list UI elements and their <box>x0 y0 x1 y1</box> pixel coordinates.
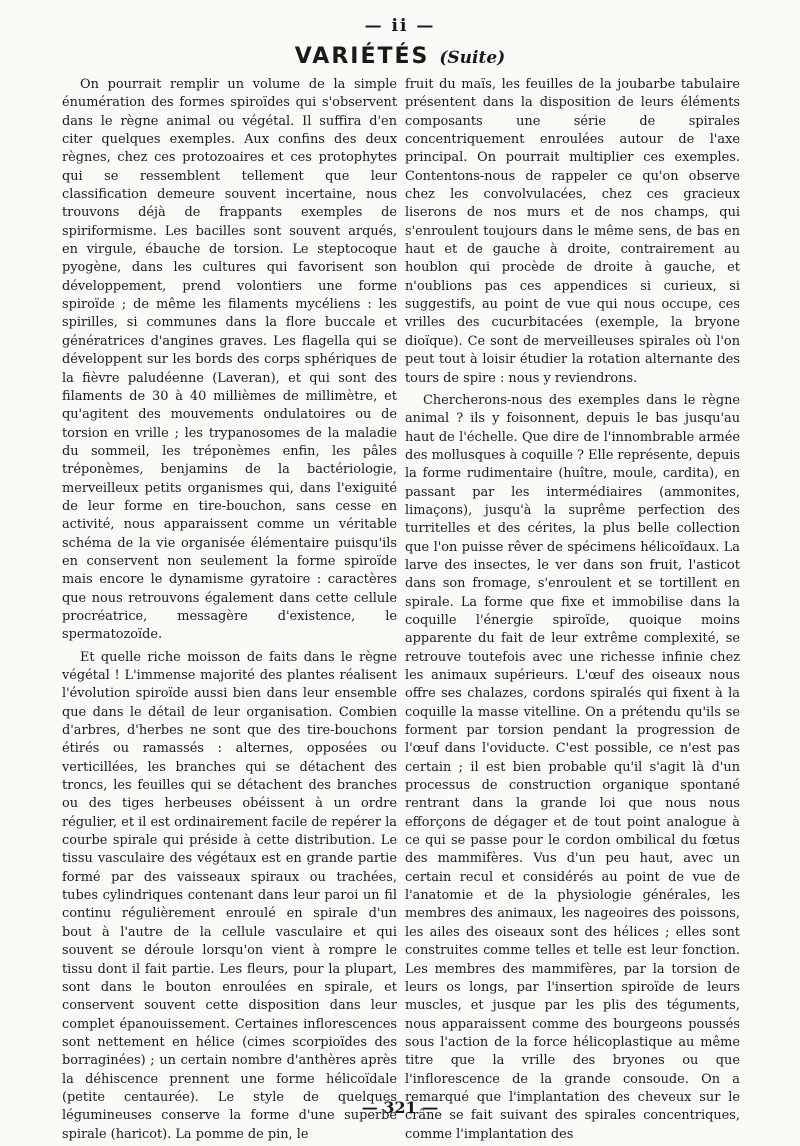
paragraph-right-2: Chercherons-nous des exemples dans le règne animal ? ils y foisonnent, depuis le bas jusqu'au haut de l'échelle. Que dire de l'innombrable armée des mollusques à coquille ? Elle représente, depuis la forme rudimentaire (huître, moule, cardita), en passant par les intermédiaires (ammonites, limaçons), jusqu'à la suprême perfection des turritelles et des cérites, la plus belle collection que l'on puisse rêver de spécimens hélicoïdaux. La larve des insectes, le ver dans son fruit, l'asticot dans son fromage, s'enroulent et se tortillent en spirale. La forme que fixe et immobilise dans la coquille l'énergie spiroïde, quoique moins apparente du fait de leur extrême complexité, se retrouve toutefois avec une richesse infinie chez les animaux supérieurs. L'œuf des oiseaux nous offre ses chalazes, cordons spiralés qui fixent à la coquille la masse vitelline. On a prétendu qu'ils se forment par torsion pendant la progression de l'œuf dans l'oviducte. C'est possible, ce n'est pas certain ; il est bien probable qu'il s'agit là d'un processus de construction organique spontané rentrant dans la grande loi que nous nous efforçons de dégager et de tout point analogue à ce qui se passe pour le cordon ombilical du fœtus des mammifères. Vus d'un peu haut, avec un certain recul et considérés au point de vue de l'anatomie et de la physiologie générales, les membres des animaux, les nageoires des poissons, les ailes des oiseaux sont des hélices ; elles sont construites comme telles et telle est leur fonction. Les membres des mammifères, par la torsion de leurs os longs, par l'insertion spiroïde de leurs muscles, et jusque par les plis des téguments, nous apparaissent comme des bourgeons poussés sous l'action de la force hélicoplastique au même titre que la vrille des bryones ou que l'inflorescence de la grande consoude. On a remarqué que l'implantation des cheveux sur le crâne se fait suivant des spirales concentriques, comme l'implantation des <box>405 392 740 1142</box>
running-head: — ii — <box>364 16 436 36</box>
section-title <box>0 44 800 69</box>
paragraph-left-1: On pourrait remplir un volume de la simple énumération des formes spiroïdes qui s'observent dans le règne animal ou végétal. Il suffira d'en citer quelques exemples. Aux confins des deux règnes, chez ces protozoaires et ces protophytes qui se ressemblent tellement que leur classification demeure souvent incertaine, nous trouvons déjà de frappants exemples de spiriformisme. Les bacilles sont souvent arqués, en virgule, ébauche de torsion. Le steptocoque pyogène, dans les cultures qui favorisent son développement, prend volontiers une forme spiroïde ; de même les filaments mycéliens : les spirilles, si communes dans la flore buccale et génératrices d'angines graves. Les flagella qui se développent sur les bords des corps sphériques de la fièvre paludéenne (Laveran), et qui sont des filaments de 30 à 40 millièmes de millimètre, et qu'agitent des mouvements ondulatoires ou de torsion en vrille ; les trypanosomes de la maladie du sommeil, les tréponèmes enfin, les pâles tréponèmes, benjamins de la bactériologie, merveilleux petits organismes qui, dans l'exiguité de leur forme en tire-bouchon, sans cesse en activité, nous apparaissent comme un véritable schéma de la vie organisée élémentaire puisqu'ils en conservent non seulement la forme spiroïde mais encore le dynamisme gyratoire : caractères que nous retrouvons également dans cette cellule procréatrice, messagère d'existence, le spermatozoïde. <box>62 77 397 643</box>
paragraph-right-1: fruit du maïs, les feuilles de la joubarbe tabulaire présentent dans la disposition de leurs éléments composants une série de spirales concentriquement enroulées autour de l'axe principal. On pourrait multiplier ces exemples. Contentons-nous de rappeler ce qu'on observe chez les convolvulacées, chez ces gracieux liserons de nos murs et de nos champs, qui s'enroulent toujours dans le même sens, de bas en haut et de gauche à droite, contrairement au houblon qui procède de droite à gauche, et n'oublions pas ces appendices si curieux, si suggestifs, au point de vue qui nous occupe, ces vrilles des cucurbitacées (exemple, la bryone dioïque). Ce sont de merveilleuses spirales où l'on peut tout à loisir étudier la rotation alternante des tours de spire : nous y reviendrons. <box>405 77 740 386</box>
paragraph-left-2: Et quelle riche moisson de faits dans le règne végétal ! L'immense majorité des plantes réalisent l'évolution spiroïde aussi bien dans leur ensemble que dans le détail de leur organisation. Combien d'arbres, d'herbes ne sont que des tire-bouchons étirés ou ramassés : alternes, opposées ou verticillées, les branches qui se détachent des troncs, les feuilles qui se détachent des branches ou des tiges herbeuses obéissent à un ordre régulier, et il est ordinairement facile de repérer la courbe spirale qui préside à cette distribution. Le tissu vasculaire des végétaux est en grande partie formé par des vaisseaux spiraux ou trachées, tubes cylindriques contenant dans leur paroi un fil continu régulièrement enroulé en spirale d'un bout à l'autre de la cellule vasculaire et qui souvent se déroule lorsqu'on vient à rompre le tissu dont il fait partie. Les fleurs, pour la plupart, sont dans le bouton enroulées en spirale, et conservent souvent cette disposition dans leur complet épanouissement. Certaines inflorescences sont nettement en hélice (cimes scorpioïdes des borraginées) ; un certain nombre d'anthères après la déhiscence prennent une forme hélicoïdale (petite centaurée). Le style de quelques légumineuses conserve la forme d'une superbe spirale (haricot). La pomme de pin, le <box>62 649 397 1142</box>
section-title-text: VARIÉTÉS <box>294 44 430 69</box>
right-column <box>405 76 740 1142</box>
section-subtitle: (Suite) <box>439 48 506 68</box>
left-column <box>62 76 397 1142</box>
page-number: — 321 — <box>361 1098 439 1117</box>
